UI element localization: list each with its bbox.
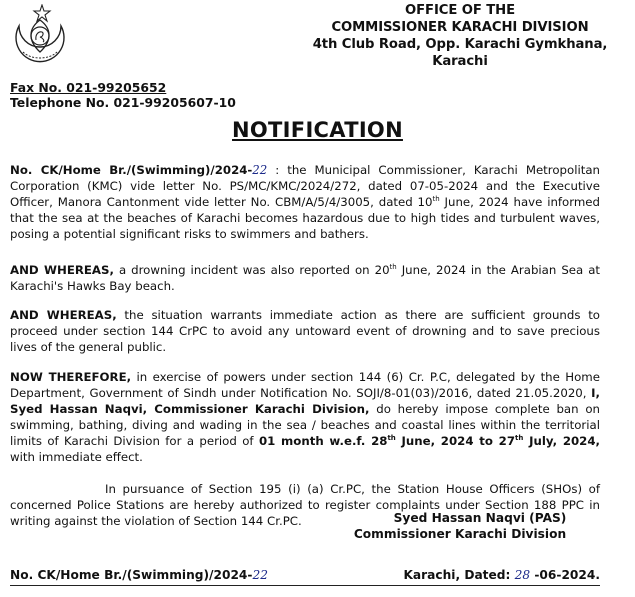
office-line-2: COMMISSIONER KARACHI DIVISION [331, 20, 589, 35]
para4-text-a: in exercise of powers under section 144 (6) Cr. P.C, delegated by the Home Department, Government of Sindh under Notification No. SOJI/8-01(03)/2016, dated 21.05.2020, [10, 370, 600, 400]
footer-line [10, 568, 600, 586]
para4-text-c: with immediate effect. [10, 449, 143, 464]
para4-sup-2: th [515, 433, 524, 442]
signatory-designation: Commissioner Karachi Division [353, 527, 567, 541]
para2-lead: AND WHEREAS, [10, 263, 114, 277]
para2-text-a: a drowning incident was also reported on 20 [113, 263, 390, 277]
signature-block [353, 510, 595, 542]
footer-date [403, 568, 600, 582]
para4-sup-1: th [387, 433, 396, 442]
paragraph-whereas-2 [10, 308, 600, 356]
office-line-1: OFFICE OF THE [405, 3, 515, 18]
paragraph-reference [10, 163, 600, 243]
para1-sup: th [432, 194, 440, 203]
footer-reference [10, 568, 268, 582]
karachi-emblem-icon [9, 4, 71, 66]
para5-text: In pursuance of Section 195 (i) (a) Cr.PC, the Station House Officers (SHOs) of concerned Police Stations are hereby authorized to register complaints under Section 188 PPC in writing against the violation of Section 144 Cr.PC. [10, 482, 600, 528]
signatory-name: Syed Hassan Naqvi (PAS) [393, 511, 567, 525]
para4-bold-b2: June, 2024 to 27 [395, 433, 516, 448]
office-address: 4th Club Road, Opp. Karachi Gymkhana, Karachi [312, 37, 608, 69]
para2-text-b: June, 2024 in the Arabian Sea at Karachi's Hawks Bay beach. [10, 263, 600, 293]
contact-block [10, 80, 236, 110]
para1-text-a: : the Municipal Commissioner, Karachi Metropolitan Corporation (KMC) vide letter No. PS/MC/KMC/2024/272, dated 07-05-2024 and the Executive Officer, Manora Cantonment vide letter No. CBM/A/5/4/3005, dated 10 [10, 163, 600, 209]
footer-ref-handwritten: 22 [252, 568, 268, 582]
para4-bold-a: I, Syed Hassan Naqvi, Commissioner Karachi Division, [10, 385, 600, 416]
para4-bold-b3: July, 2024, [523, 433, 600, 448]
paragraph-whereas-1 [10, 263, 600, 295]
reference-handwritten: 22 [252, 163, 268, 177]
office-heading [285, 2, 635, 70]
footer-ref-prefix: No. CK/Home Br./(Swimming)/2024- [10, 568, 253, 582]
document-title: NOTIFICATION [232, 118, 403, 142]
telephone-number: Telephone No. 021-99205607-10 [10, 95, 236, 110]
para3-lead: AND WHEREAS, [10, 308, 117, 322]
paragraph-now-therefore [10, 370, 600, 465]
footer-dated-suffix: -06-2024. [530, 568, 600, 582]
para4-lead: NOW THEREFORE, [10, 370, 132, 384]
para2-sup: th [389, 263, 397, 272]
fax-number: Fax No. 021-99205652 [10, 80, 167, 95]
para3-text: the situation warrants immediate action as there are sufficient grounds to proceed under section 144 CrPC to avoid any untoward event of drowning and to save precious lives of the general public. [10, 308, 600, 354]
para1-text-b: June, 2024 have informed that the sea at the beaches of Karachi becomes hazardous due to high tides and turbulent waves, posing a potential significant risks to swimmers and bathers. [10, 194, 600, 241]
para4-bold-b1: 01 month w.e.f. 28 [258, 433, 388, 448]
reference-number: No. CK/Home Br./(Swimming)/2024- [10, 163, 253, 177]
footer-dated-handwritten: 28 [514, 568, 531, 582]
para4-text-b: do hereby impose complete ban on swimming, bathing, diving and wading in the sea / beaches and coastal lines within the territorial limits of Karachi Division for a period of [10, 401, 600, 448]
footer-dated-prefix: Karachi, Dated: [403, 568, 515, 582]
